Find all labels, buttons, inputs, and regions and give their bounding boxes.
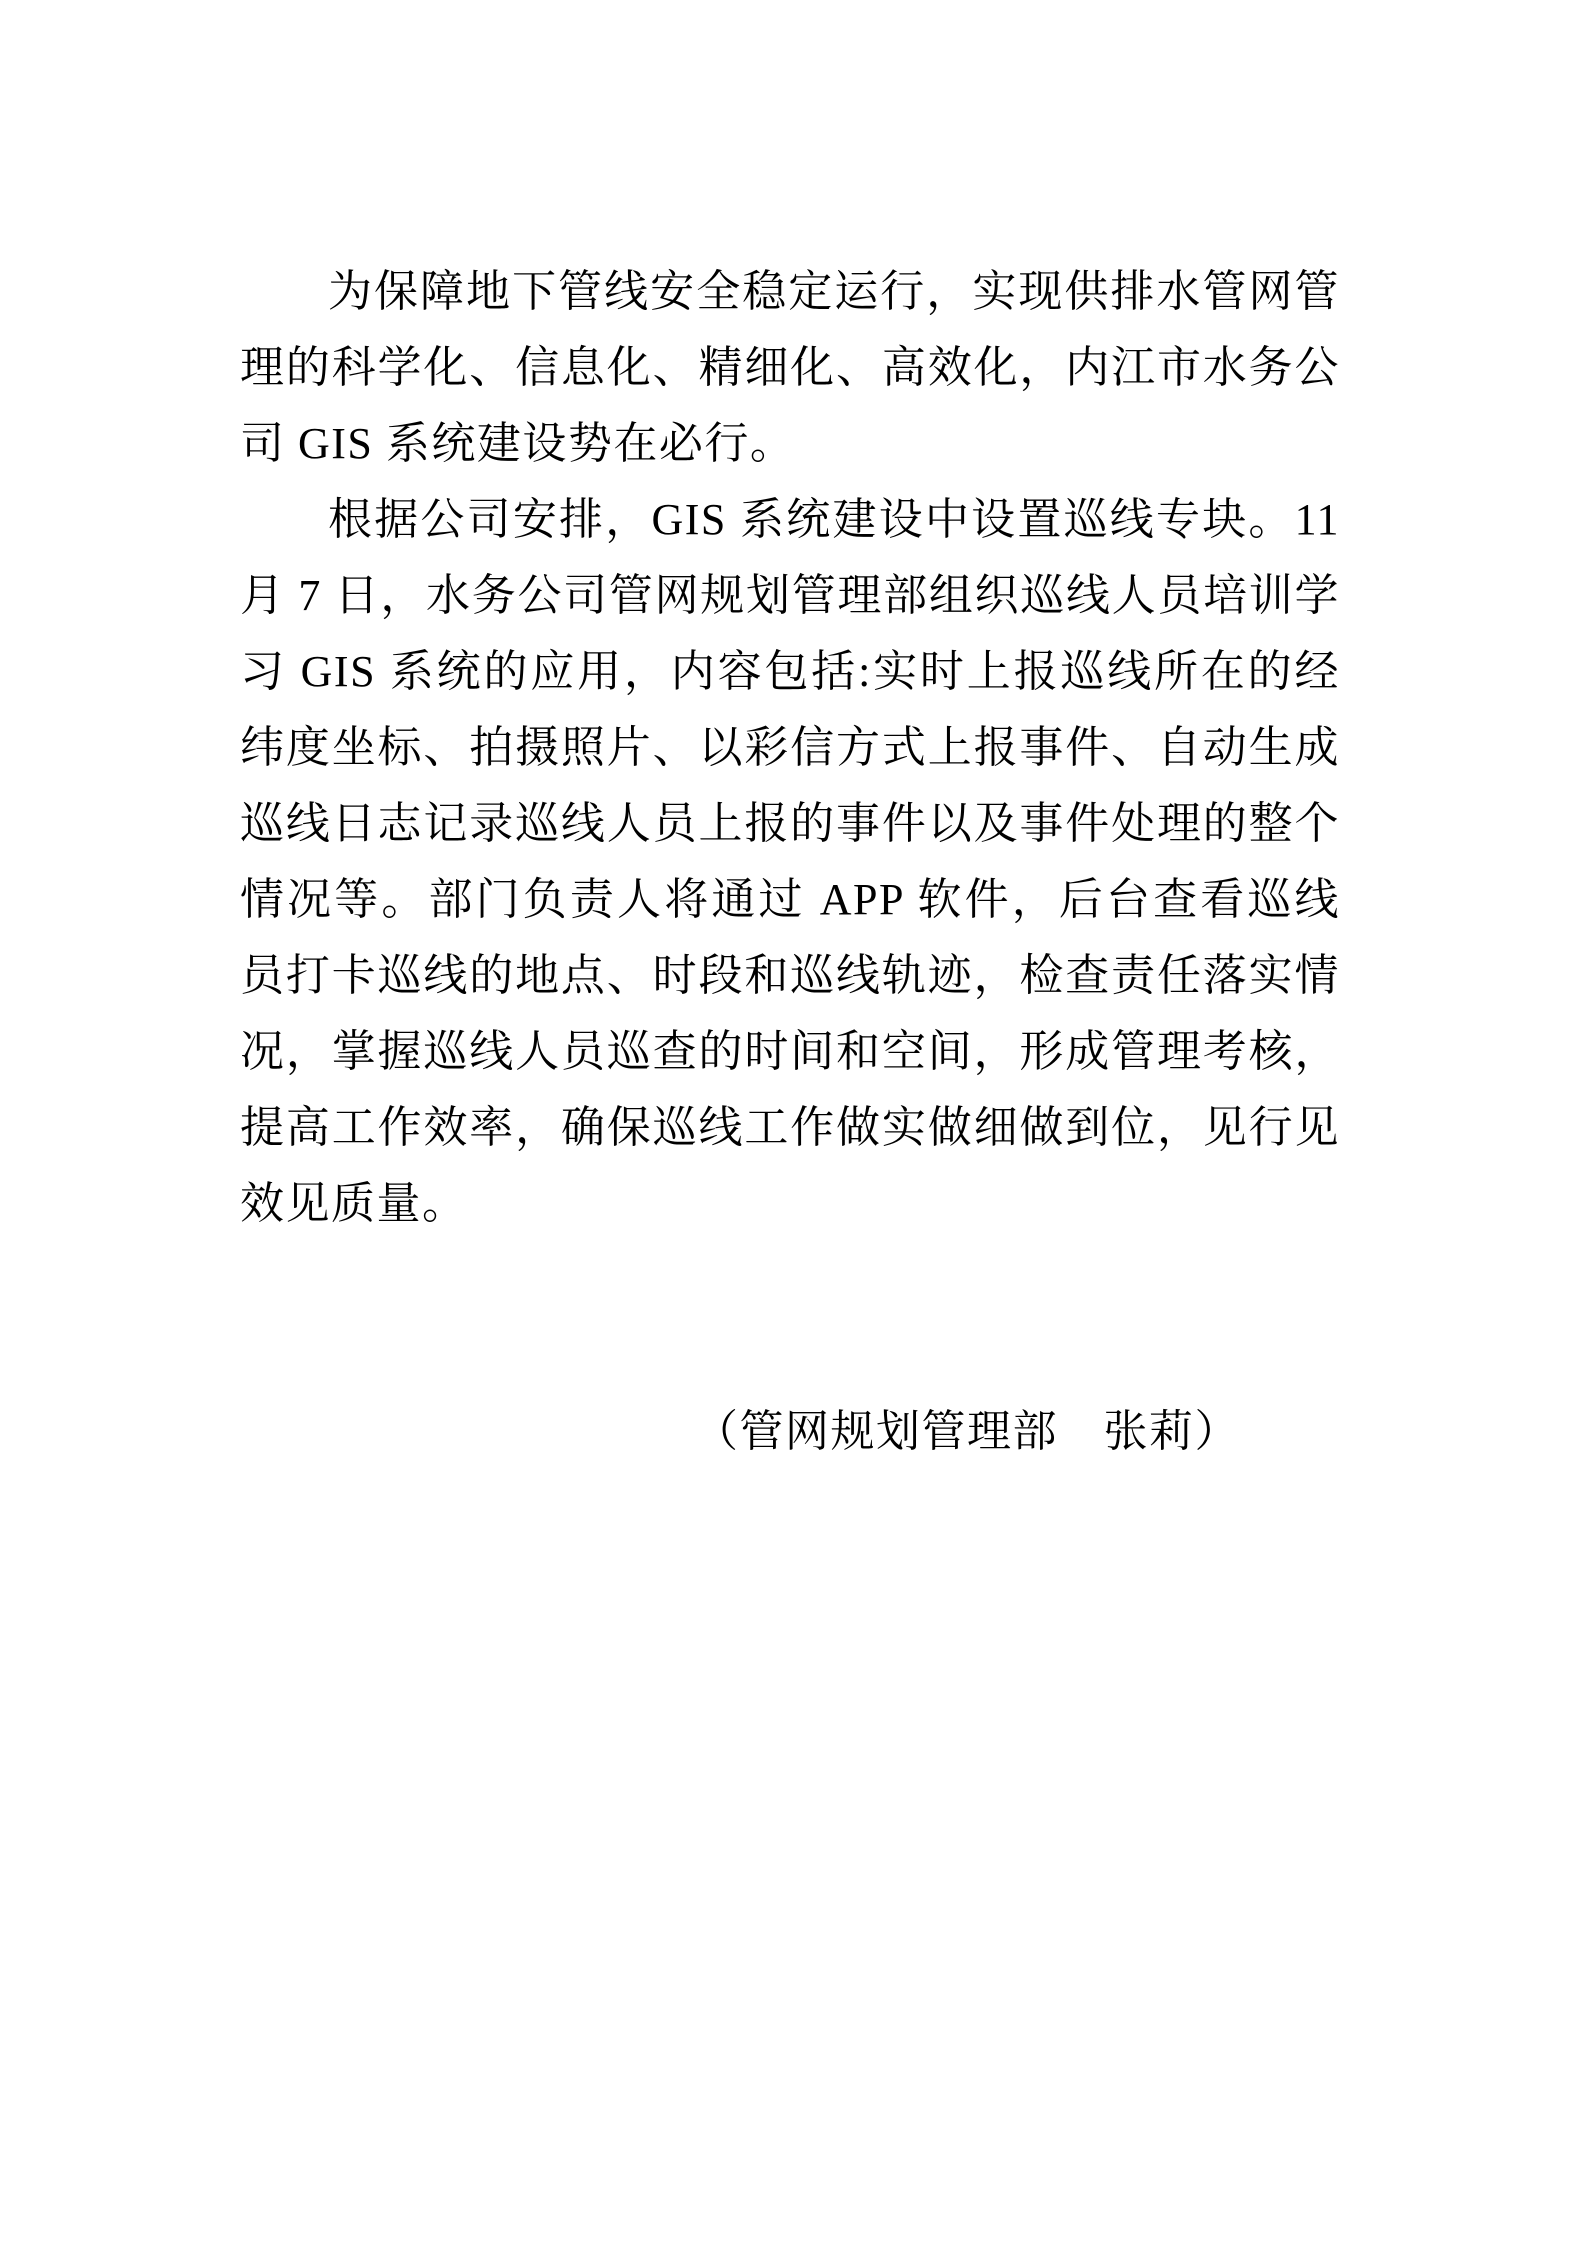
signature-line: （管网规划管理部 张莉） (694, 1407, 1240, 1456)
body-paragraph-2: 根据公司安排，GIS 系统建设中设置巡线专块。11 月 7 日，水务公司管网规划管理部组织巡线人员培训学习 GIS 系统的应用，内容包括:实时上报巡线所在的经纬度坐标、拍摄照片、以彩信方式上报事件、自动生成巡线日志记录巡线人员上报的事件以及事件处理的整个情况等。部门负责人将通过 APP 软件，后台查看巡线员打卡巡线的地点、时段和巡线轨迹，检查责任落实情况，掌握巡线人员巡查的时间和空间，形成管理考核，提高工作效率，确保巡线工作做实做细做到位，见行见效见质量。 (240, 495, 1340, 1228)
body-paragraph-1: 为保障地下管线安全稳定运行，实现供排水管网管理的科学化、信息化、精细化、高效化，内江市水务公司 GIS 系统建设势在必行。 (240, 267, 1340, 468)
